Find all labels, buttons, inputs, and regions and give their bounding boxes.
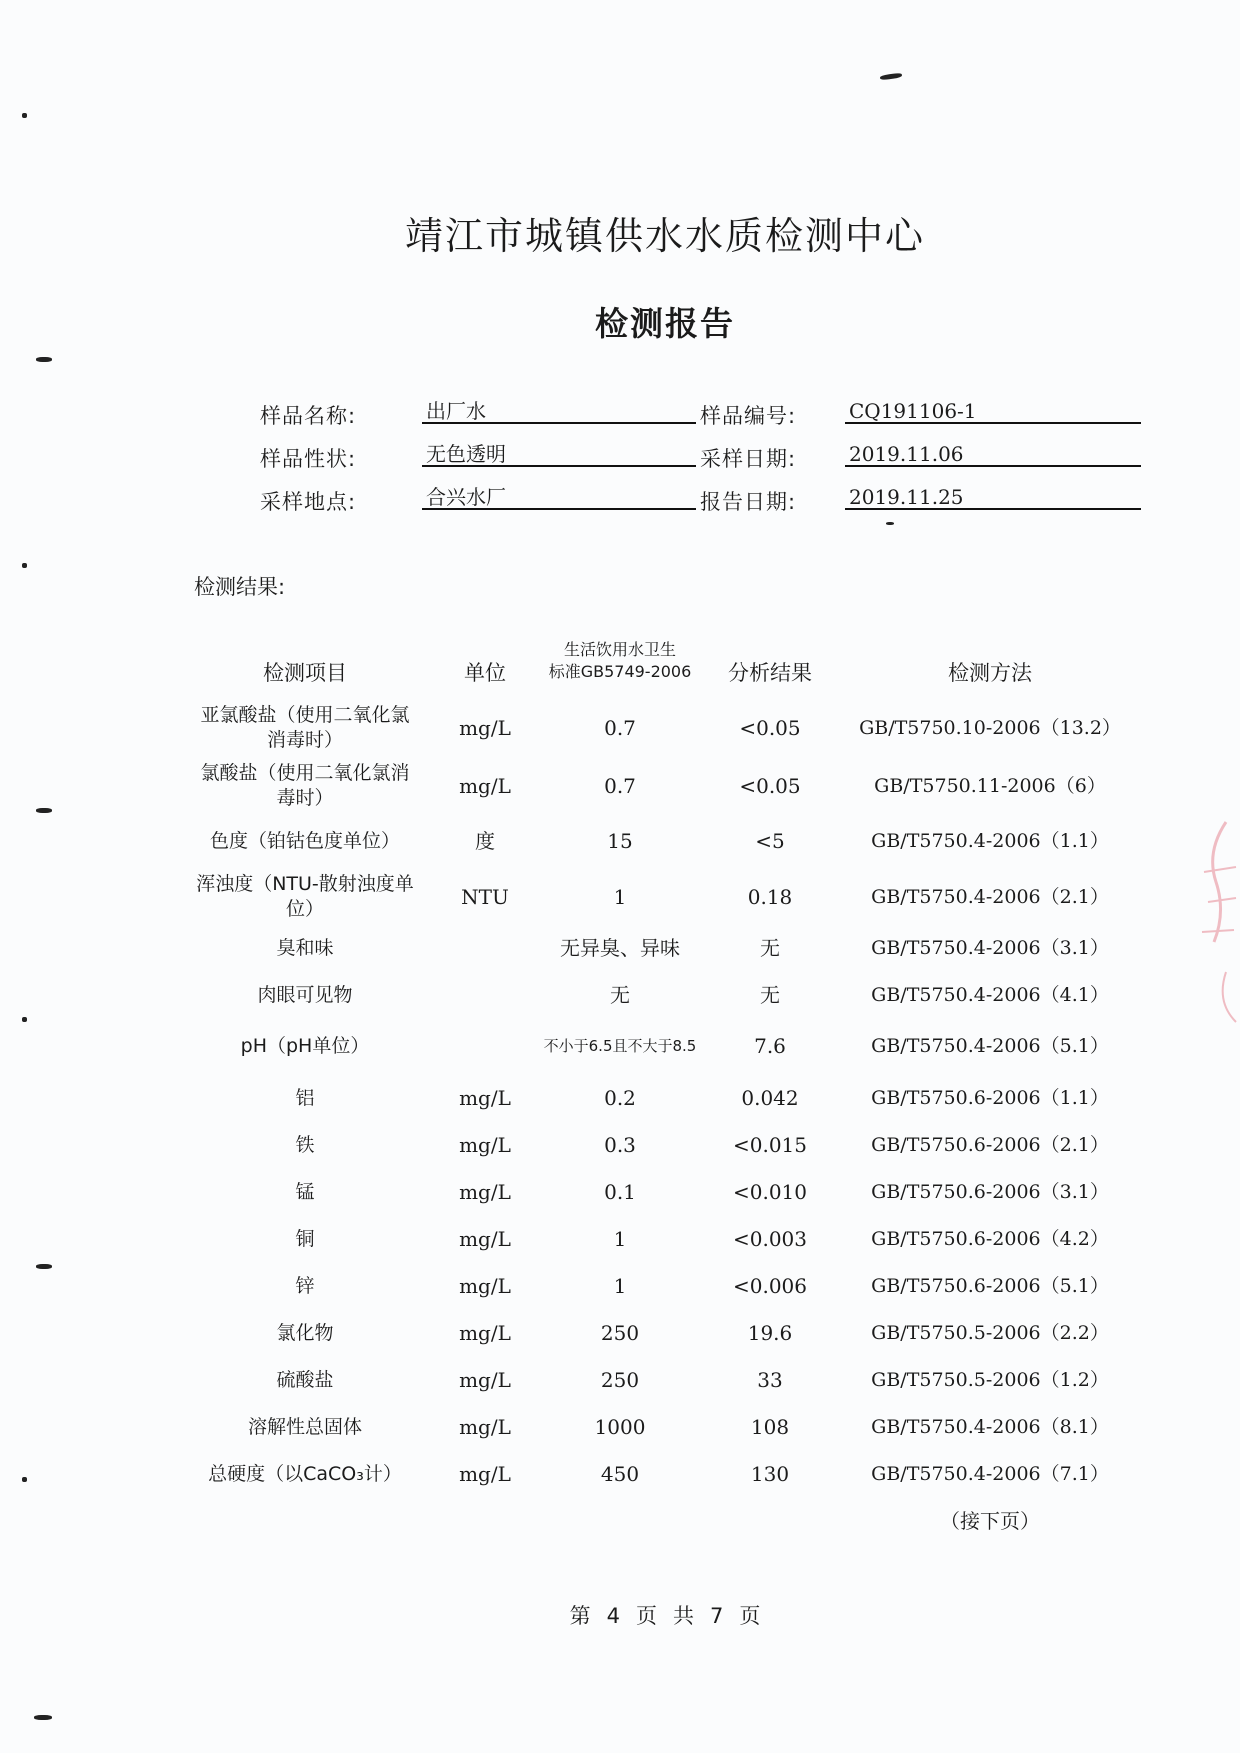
cell-item: 总硬度（以CaCO₃计） xyxy=(208,1462,402,1485)
cell-result: 无 xyxy=(760,983,780,1007)
sample-name-value: 出厂水 xyxy=(422,394,696,424)
table-row xyxy=(0,1454,1240,1494)
cell-item: 浑浊度（NTU-散射浊度单位） xyxy=(196,873,414,920)
cell-standard: 15 xyxy=(607,829,633,853)
table-row xyxy=(0,1313,1240,1353)
continued-note: （接下页） xyxy=(940,1509,1040,1533)
table-row xyxy=(0,700,1240,756)
scan-speck xyxy=(22,563,27,568)
cell-unit: NTU xyxy=(461,885,509,909)
sampling-date-label: 采样日期: xyxy=(700,447,797,471)
cell-result: <0.010 xyxy=(732,1180,807,1204)
sampling-location-label: 采样地点: xyxy=(260,490,357,514)
cell-unit: mg/L xyxy=(459,1321,511,1345)
cell-method: GB/T5750.10-2006（13.2） xyxy=(859,717,1121,739)
sampling-date-value: 2019.11.06 xyxy=(845,437,1141,467)
cell-unit: mg/L xyxy=(459,1415,511,1439)
scan-speck xyxy=(886,522,894,525)
cell-unit xyxy=(440,975,530,1015)
header-item: 检测项目 xyxy=(263,661,347,685)
table-header xyxy=(0,640,1240,695)
cell-unit: mg/L xyxy=(459,1086,511,1110)
sample-number-value: CQ191106-1 xyxy=(845,394,1141,424)
header-standard xyxy=(540,639,700,683)
cell-result: <0.05 xyxy=(739,774,801,798)
document-title: 检测报告 xyxy=(595,304,735,343)
cell-result: 0.18 xyxy=(747,885,793,909)
cell-result: 130 xyxy=(750,1462,790,1486)
cell-method: GB/T5750.4-2006（7.1） xyxy=(871,1463,1109,1485)
cell-unit xyxy=(440,928,530,968)
cell-standard: 无异臭、异味 xyxy=(560,936,680,960)
cell-result: 0.042 xyxy=(741,1086,799,1110)
footer-page-number: 4 xyxy=(606,1604,620,1628)
scan-speck xyxy=(36,1264,52,1269)
cell-method: GB/T5750.6-2006（3.1） xyxy=(871,1181,1109,1203)
cell-result: 108 xyxy=(750,1415,790,1439)
table-row xyxy=(0,758,1240,814)
report-date-label: 报告日期: xyxy=(700,490,797,514)
page-footer xyxy=(0,1600,1240,1630)
cell-item: 肉眼可见物 xyxy=(257,983,353,1006)
cell-item: 氯化物 xyxy=(276,1321,334,1344)
header-result: 分析结果 xyxy=(728,661,812,685)
table-row xyxy=(0,1125,1240,1165)
cell-result: 19.6 xyxy=(747,1321,793,1345)
cell-item: 铜 xyxy=(295,1227,315,1250)
cell-result: 7.6 xyxy=(754,1034,786,1058)
cell-item: 亚氯酸盐（使用二氧化氯消毒时） xyxy=(200,704,410,751)
cell-result: <0.05 xyxy=(739,716,801,740)
organization-title: 靖江市城镇供水水质检测中心 xyxy=(404,214,925,258)
scan-speck xyxy=(36,808,52,813)
cell-result: 33 xyxy=(757,1368,783,1392)
footer-page-word: 第 xyxy=(569,1604,591,1628)
table-row xyxy=(0,1172,1240,1212)
cell-item: 锌 xyxy=(295,1274,315,1297)
cell-standard: 0.1 xyxy=(604,1180,636,1204)
table-row xyxy=(0,975,1240,1015)
cell-standard: 1 xyxy=(613,885,627,909)
cell-standard: 0.7 xyxy=(604,716,636,740)
cell-unit: 度 xyxy=(475,829,495,853)
cell-method: GB/T5750.6-2006（5.1） xyxy=(871,1275,1109,1297)
table-row xyxy=(0,1078,1240,1118)
cell-result: <0.015 xyxy=(732,1133,807,1157)
info-row-2 xyxy=(0,443,1240,483)
cell-standard: 0.2 xyxy=(604,1086,636,1110)
header-standard-line1: 生活饮用水卫生 xyxy=(563,640,676,659)
header-standard-line2: 标准GB5749-2006 xyxy=(548,662,692,681)
sample-number-label: 样品编号: xyxy=(700,404,797,428)
table-row xyxy=(0,928,1240,968)
cell-unit: mg/L xyxy=(459,1180,511,1204)
cell-result: <0.006 xyxy=(732,1274,807,1298)
info-row-3 xyxy=(0,486,1240,526)
cell-unit: mg/L xyxy=(459,1368,511,1392)
cell-unit: mg/L xyxy=(459,1274,511,1298)
cell-item: 硫酸盐 xyxy=(276,1368,334,1391)
cell-method: GB/T5750.4-2006（8.1） xyxy=(871,1416,1109,1438)
footer-total-word: 共 xyxy=(673,1604,694,1628)
red-stamp-fragment xyxy=(1196,812,1240,1052)
cell-unit: mg/L xyxy=(459,1133,511,1157)
cell-standard: 无 xyxy=(610,983,630,1007)
cell-item: 氯酸盐（使用二氧化氯消毒时） xyxy=(200,762,410,809)
cell-result: <0.003 xyxy=(732,1227,807,1251)
table-row xyxy=(0,813,1240,869)
footer-total-unit: 页 xyxy=(739,1604,761,1628)
cell-method: GB/T5750.4-2006（4.1） xyxy=(871,984,1109,1006)
cell-standard: 1 xyxy=(613,1274,627,1298)
footer-total-pages: 7 xyxy=(710,1604,724,1628)
cell-method: GB/T5750.6-2006（4.2） xyxy=(871,1228,1109,1250)
cell-method: GB/T5750.6-2006（1.1） xyxy=(871,1087,1109,1109)
cell-method: GB/T5750.4-2006（5.1） xyxy=(871,1035,1109,1057)
table-row xyxy=(0,869,1240,925)
cell-item: pH（pH单位） xyxy=(240,1034,370,1057)
cell-item: 铝 xyxy=(295,1086,315,1109)
cell-method: GB/T5750.4-2006（3.1） xyxy=(871,937,1109,959)
cell-unit: mg/L xyxy=(459,716,511,740)
cell-standard: 0.3 xyxy=(604,1133,636,1157)
sampling-location-value: 合兴水厂 xyxy=(422,480,696,510)
cell-method: GB/T5750.4-2006（1.1） xyxy=(871,830,1109,852)
table-row xyxy=(0,1020,1240,1072)
cell-method: GB/T5750.4-2006（2.1） xyxy=(871,886,1109,908)
header-method: 检测方法 xyxy=(948,661,1032,685)
scan-speck xyxy=(22,1477,27,1482)
scan-speck xyxy=(22,1017,27,1022)
sample-appearance-value: 无色透明 xyxy=(422,437,696,467)
cell-method: GB/T5750.11-2006（6） xyxy=(874,775,1106,797)
table-row xyxy=(0,1360,1240,1400)
cell-result: <5 xyxy=(755,829,785,853)
cell-standard: 0.7 xyxy=(604,774,636,798)
cell-method: GB/T5750.6-2006（2.1） xyxy=(871,1134,1109,1156)
cell-standard: 不小于6.5且不大于8.5 xyxy=(543,1036,697,1055)
cell-item: 色度（铂钴色度单位） xyxy=(209,829,400,852)
scan-speck xyxy=(34,1715,52,1720)
cell-method: GB/T5750.5-2006（1.2） xyxy=(871,1369,1109,1391)
report-date-value: 2019.11.25 xyxy=(845,480,1141,510)
table-row xyxy=(0,1266,1240,1306)
table-row xyxy=(0,1407,1240,1447)
cell-method: GB/T5750.5-2006（2.2） xyxy=(871,1322,1109,1344)
cell-unit: mg/L xyxy=(459,1227,511,1251)
cell-result: 无 xyxy=(760,936,780,960)
cell-item: 铁 xyxy=(295,1133,315,1156)
table-row xyxy=(0,1219,1240,1259)
sample-appearance-label: 样品性状: xyxy=(260,447,357,471)
info-row-1 xyxy=(0,400,1240,440)
cell-standard: 1000 xyxy=(594,1415,646,1439)
header-unit: 单位 xyxy=(464,661,506,685)
scan-speck xyxy=(22,113,27,118)
scan-speck xyxy=(880,72,902,80)
cell-unit xyxy=(440,1020,530,1072)
cell-standard: 450 xyxy=(600,1462,640,1486)
cell-unit: mg/L xyxy=(459,774,511,798)
cell-item: 锰 xyxy=(295,1180,315,1203)
cell-standard: 250 xyxy=(600,1321,640,1345)
cell-standard: 1 xyxy=(613,1227,627,1251)
results-heading: 检测结果: xyxy=(194,575,286,599)
scan-speck xyxy=(36,357,52,362)
cell-item: 臭和味 xyxy=(276,936,334,959)
cell-standard: 250 xyxy=(600,1368,640,1392)
cell-unit: mg/L xyxy=(459,1462,511,1486)
cell-item: 溶解性总固体 xyxy=(247,1415,362,1438)
sample-name-label: 样品名称: xyxy=(260,404,357,428)
footer-page-unit: 页 xyxy=(636,1604,657,1628)
